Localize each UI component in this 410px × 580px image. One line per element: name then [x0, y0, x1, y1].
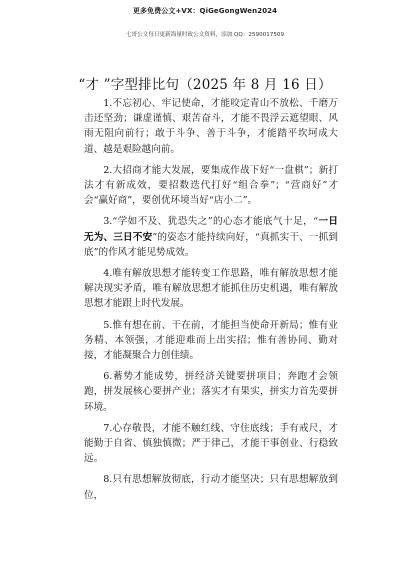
- document-title: “才 ”字型排比句（2025 年 8 月 16 日）: [78, 77, 332, 93]
- promo-subtitle: 七哥公文每日更新海量时政公文资料，添加 QQ：2590017509: [125, 32, 285, 38]
- paragraph-8: 8.只有思想解放彻底，行动才能坚决；只有思想解放到位，: [84, 474, 338, 501]
- document-body: [84, 96, 338, 509]
- paragraph-7: 7.心存敬畏，才能不触红线、守住底线；手有戒尺，才能勤于自省、慎独慎微；严于律己，才能干事创业、行稳致远。: [84, 422, 338, 465]
- paragraph-2: 2.大招商才能大发展，要集成作战下好“一盘棋”；新打法才有新成效，要招数迭代打好“组合拳”；“营商好”才会“赢好商”，要创优环境当好“店小二”。: [84, 164, 338, 207]
- paragraph-5: 5.惟有想在前、干在前，才能担当使命开新局；惟有业务精、本领强，才能迎难而上出实招；惟有善协同、勤对接，才能凝聚合力创佳绩。: [84, 319, 338, 362]
- emphasis-text: 一日无为、三日不安: [84, 216, 338, 243]
- paragraph-3: 3.“学如不及、犹恐失之”的心态才能底气十足，“一日无为、三日不安”的姿态才能持续向好，“真抓实干、一抓到底”的作风才能见势成效。: [84, 216, 338, 258]
- paragraph-4: 4.唯有解放思想才能转变工作思路，唯有解放思想才能解决现实矛盾，唯有解放思想才能抓住历史机遇，唯有解放思想才能跟上时代发展。: [84, 268, 338, 310]
- promo-banner: 更多免费公文+VX：QiGeGongWen2024: [132, 7, 278, 15]
- paragraph-6: 6.蓄势才能成势，拼经济关键要拼项目；奔跑才会领跑，拼发展核心要拼产业；落实才有果实，拼实力首先要拼环境。: [84, 371, 338, 413]
- paragraph-1: 1.不忘初心、牢记使命，才能咬定青山不放松、千磨万击还坚劲；谦虚谨慎、艰苦奋斗，才能不畏浮云遮望眼、风雨无阻向前行；敢于斗争、善于斗争，才能踏平坎坷成大道、越是艰险越向前。: [84, 98, 338, 155]
